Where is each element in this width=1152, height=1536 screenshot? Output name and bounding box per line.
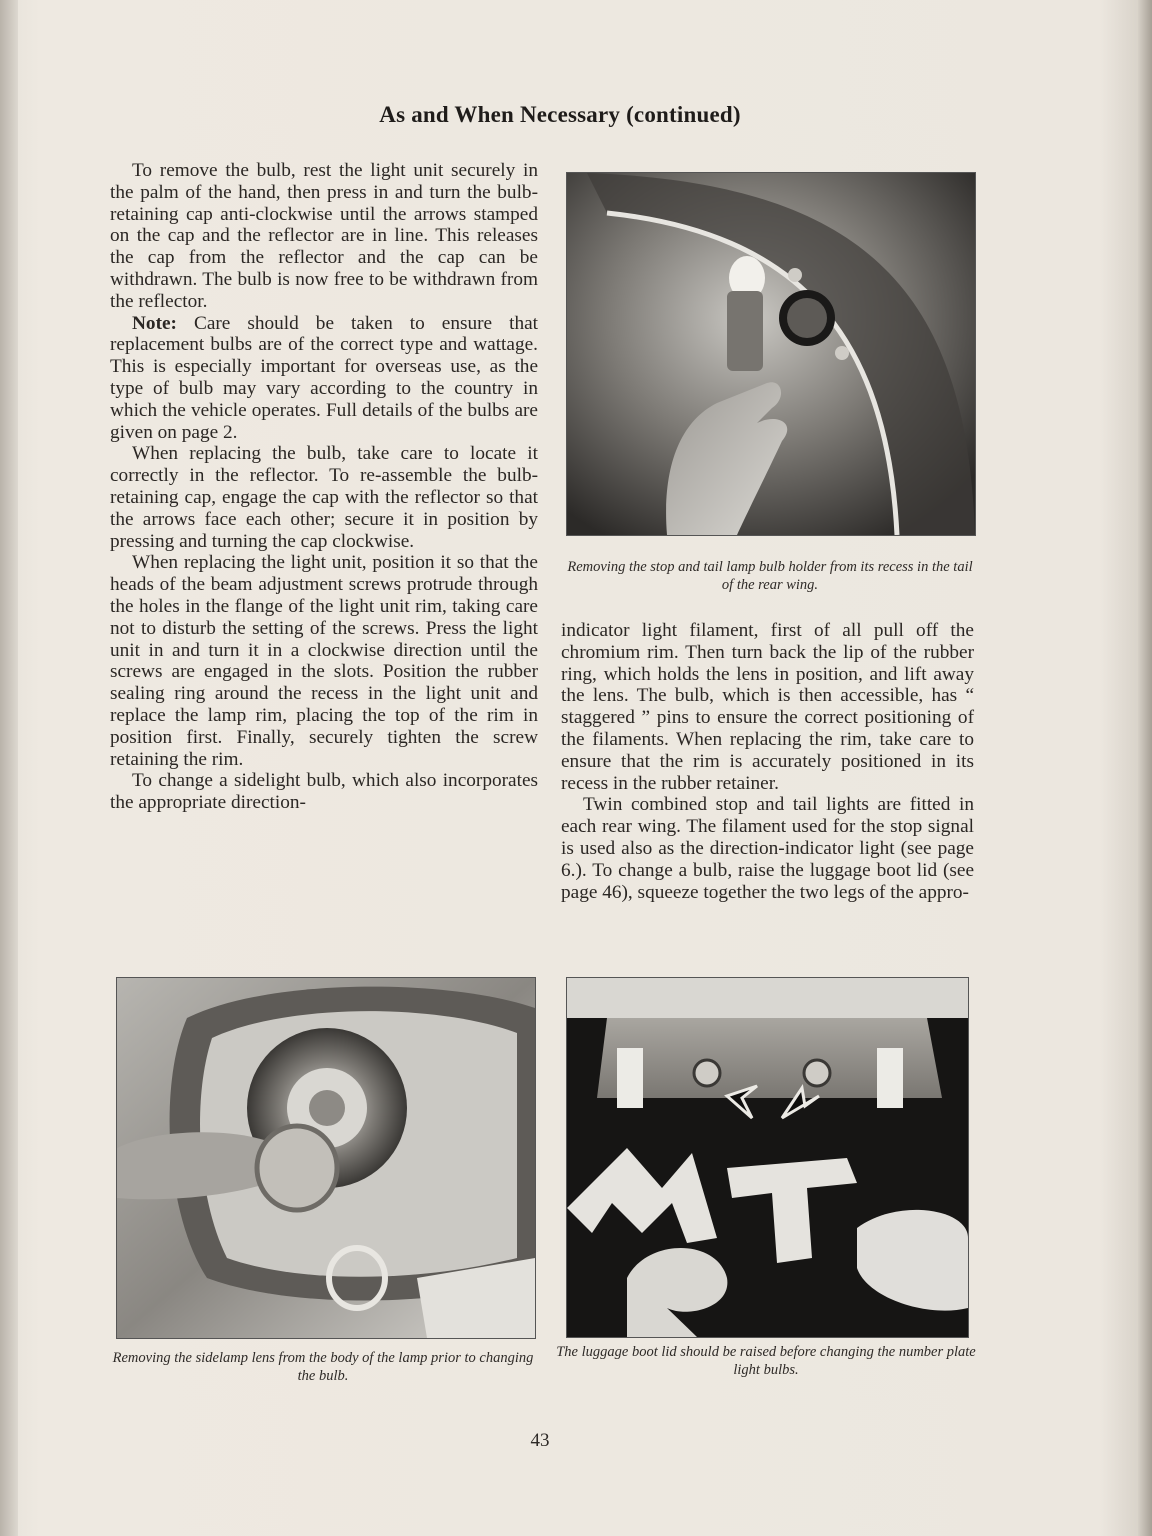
photo-stop-tail-lamp-image bbox=[567, 173, 975, 535]
paragraph-note bbox=[110, 313, 538, 444]
caption-sidelamp-lens: Removing the sidelamp lens from the body of the lamp prior to changing the bulb. bbox=[112, 1350, 534, 1384]
paragraph-replace-light-unit: When replacing the light unit, position it so that the heads of the beam adjustment screws protrude through the holes in the flange of the light unit rim, taking care not to disturb the setting of the screws. Press the light unit in and turn it in a clockwise direction until the screws are engaged in the slots. Position the rubber sealing ring around the recess in the light unit and replace the lamp rim, placing the top of the rim in position first. Finally, securely tighten the screw retaining the rim. bbox=[110, 552, 538, 770]
photo-number-plate-lights bbox=[566, 977, 969, 1338]
title-main: As and When Necessary bbox=[379, 102, 621, 127]
note-text: Care should be taken to ensure that replacement bulbs are of the correct type and wattage. This is especially important for overseas use, as the type of bulb may vary according to the country in which the vehicle operates. Full details of the bulbs are given on page 2. bbox=[110, 312, 538, 443]
photo-number-plate-lights-image bbox=[567, 978, 968, 1337]
page-title bbox=[300, 102, 820, 128]
caption-stop-tail-lamp: Removing the stop and tail lamp bulb holder from its recess in the tail of the rear wing. bbox=[567, 559, 973, 593]
paragraph-sidelight-continued: indicator light filament, first of all pull off the chromium rim. Then turn back the lip of the rubber ring, which holds the lens in position, and lift away the lens. The bulb, which is then accessible, has “ staggered ” pins to ensure the correct positioning of the filaments. When replacing the rim, take care to ensure that the rim is accurately positioned in its recess in the rubber retainer. bbox=[561, 620, 974, 794]
paragraph-sidelight: To change a sidelight bulb, which also incorporates the appropriate direction- bbox=[110, 770, 538, 814]
title-continued: (continued) bbox=[626, 102, 741, 127]
paragraph-remove-bulb: To remove the bulb, rest the light unit securely in the palm of the hand, then press in and turn the bulb-retaining cap anti-clockwise until the arrows stamped on the cap and the reflector are in line. This releases the cap from the reflector and the cap can be withdrawn. The bulb is now free to be withdrawn from the reflector. bbox=[110, 160, 538, 312]
photo-stop-tail-lamp bbox=[566, 172, 976, 536]
caption-number-plate-lights: The luggage boot lid should be raised before changing the number plate light bulbs. bbox=[556, 1344, 976, 1378]
photo-sidelamp-lens bbox=[116, 977, 536, 1339]
paragraph-stop-tail-lights: Twin combined stop and tail lights are fitted in each rear wing. The filament used for the stop signal is used also as the direction-indicator light (see page 6.). To change a bulb, raise the luggage boot lid (see page 46), squeeze together the two legs of the appro- bbox=[561, 794, 974, 903]
left-text-column bbox=[110, 160, 538, 814]
photo-sidelamp-lens-image bbox=[117, 978, 535, 1338]
paragraph-replace-bulb: When replacing the bulb, take care to locate it correctly in the reflector. To re-assemble the bulb-retaining cap, engage the cap with the reflector so that the arrows face each other; secure it in position by pressing and turning the cap clockwise. bbox=[110, 443, 538, 552]
page-edge bbox=[1138, 0, 1152, 1536]
page-number: 43 bbox=[530, 1430, 550, 1451]
page-binding bbox=[0, 0, 18, 1536]
right-text-column bbox=[561, 620, 974, 903]
note-label: Note: bbox=[132, 312, 177, 334]
